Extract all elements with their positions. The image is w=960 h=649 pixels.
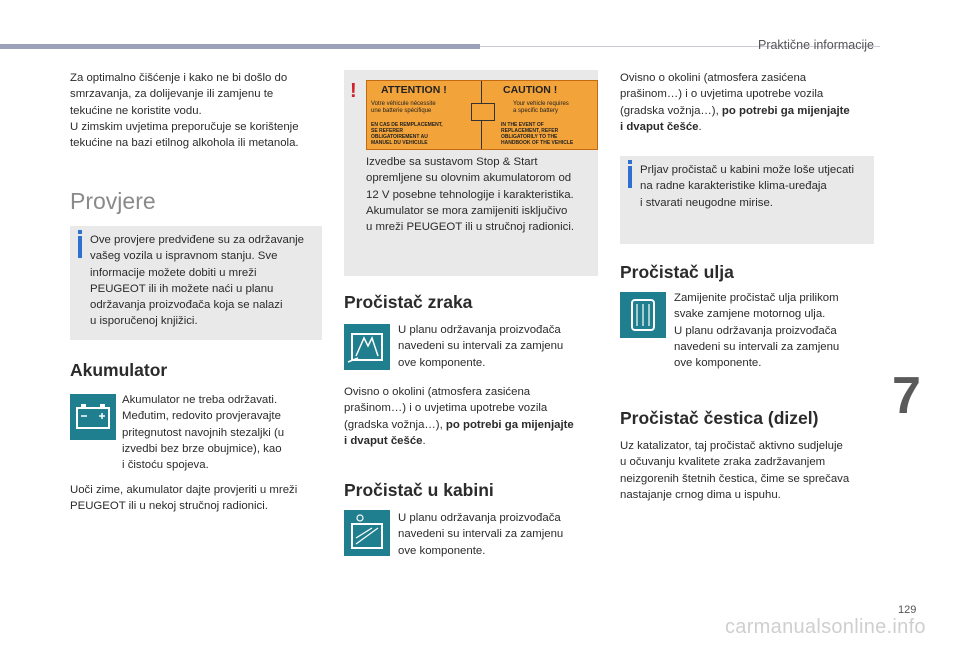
info-icon-bar [628, 166, 632, 188]
text-line: 12 V posebne tehnologije i karakteristika. [366, 188, 574, 201]
text-line: Međutim, redovito provjeravajte [122, 410, 281, 423]
chapter-number: 7 [892, 367, 921, 425]
text-line: ove komponente. [398, 544, 486, 557]
text-line: U planu održavanja proizvođača [398, 324, 561, 336]
text-line: navedeni su intervali za zamjenu [674, 340, 840, 353]
text-line: U zimskim uvjetima preporučuje se korištenje [70, 120, 299, 133]
text-line: nastajanje crnog dima u ispuhu. [620, 488, 781, 501]
watermark: carmanualsonline.info [725, 616, 926, 638]
text-line: PEUGEOT ili ih možete naći u planu [90, 282, 274, 295]
cabin-filter-heading: Pročistač u kabini [344, 480, 494, 500]
text-span: . [698, 120, 702, 133]
text-line: Uoči zime, akumulator dajte provjeriti u mreži [70, 484, 298, 496]
text-line: održavanja proizvođača koja se nalazi [90, 299, 283, 312]
text-line: Zamijenite pročistač ulja prilikom [674, 292, 839, 304]
label-text: HANDBOOK OF THE VEHICLE [501, 140, 574, 146]
text-line: i čistoću spojeva. [122, 459, 209, 472]
text-line: ove komponente. [398, 356, 486, 369]
text-span: (gradska vožnja…), [620, 104, 722, 117]
text-line: neizgorenih štetnih čestica, čime se sprečava [620, 472, 850, 485]
text-line: Za optimalno čišćenje i kako ne bi došlo do [70, 72, 288, 84]
air-filter-text [398, 322, 598, 371]
label-text: SE REFERER [371, 128, 403, 134]
text-line: u isporučenoj knjižici. [90, 315, 198, 328]
text-emphasis: po potrebi ga mijenjajte [721, 104, 850, 117]
text-line: tekućine ne koristite vodu. [70, 104, 202, 117]
label-text: MANUEL DU VEHICULE [371, 140, 428, 146]
text-line: prašinom…) i o uvjetima upotrebe vozila [620, 88, 824, 101]
text-line: ove komponente. [674, 357, 762, 370]
oil-filter-heading: Pročistač ulja [620, 262, 734, 282]
air-filter-heading: Pročistač zraka [344, 292, 473, 312]
text-line: informacije možete dobiti u mreži [90, 266, 257, 279]
air-filter-icon [344, 324, 390, 370]
text-line: Prljav pročistač u kabini može loše utjecati [640, 164, 854, 176]
cabin-conditions [620, 70, 874, 135]
text-line: na radne karakteristike klima-uređaja [640, 180, 827, 193]
text-line: PEUGEOT ili u nekoj stručnoj radionici. [70, 500, 268, 513]
info-icon [628, 160, 632, 164]
text-line: U planu održavanja proizvođača [398, 512, 561, 524]
label-text: OBLIGATOIREMENT AU [371, 134, 428, 140]
info-icon-bar [78, 236, 82, 258]
winter-paragraph [70, 482, 322, 515]
text-line: Ovisno o okolini (atmosfera zasićena [344, 386, 531, 398]
provjere-heading: Provjere [70, 188, 156, 214]
exclamation-icon: ! [350, 80, 357, 102]
label-text: une batterie spécifique [371, 108, 432, 114]
text-line: U planu održavanja proizvođača [674, 324, 837, 337]
label-text: EN CAS DE REMPLACEMENT, [371, 122, 443, 128]
battery-icon [70, 394, 116, 440]
oil-filter-icon [620, 292, 666, 338]
section-title: Praktične informacije [757, 38, 874, 52]
text-line: smrzavanja, za dolijevanje ili zamjenu te [70, 88, 274, 101]
cabin-filter-text [398, 510, 598, 559]
text-line: Akumulator ne treba održavati. [122, 394, 278, 406]
particle-filter-text [620, 438, 874, 503]
text-line: tekućine na bazi etilnog alkohola ili metanola. [70, 137, 299, 150]
stopstart-text [366, 154, 594, 235]
text-line: prašinom…) i o uvjetima upotrebe vozila [344, 402, 548, 415]
text-line: u očuvanju kvalitete zraka zadržavanjem [620, 456, 826, 469]
label-text: Votre véhicule nécessite [371, 101, 436, 107]
label-text: REPLACEMENT, REFER [501, 128, 559, 134]
label-right-title: CAUTION ! [503, 84, 558, 96]
particle-filter-heading: Pročistač čestica (dizel) [620, 408, 819, 428]
text-line: Ovisno o okolini (atmosfera zasićena [620, 72, 807, 84]
text-line: pritegnutost navojnih stezaljki (u [122, 426, 285, 439]
provjere-info-box [70, 226, 322, 340]
air-filter-conditions [344, 384, 598, 449]
label-text: OBLIGATORILY TO THE [501, 134, 558, 140]
akumulator-heading: Akumulator [70, 360, 168, 380]
text-line: vašeg vozila u ispravnom stanju. Sve [90, 250, 278, 263]
text-emphasis: i dvaput češće [620, 120, 699, 133]
label-text: Your vehicle requires [513, 101, 569, 107]
page-number: 129 [898, 604, 917, 616]
cabin-info-box [620, 156, 874, 244]
label-left-title: ATTENTION ! [381, 84, 447, 96]
cabin-filter-icon [344, 510, 390, 556]
text-line: izvedbi bez brze obujmice), kao [122, 442, 282, 455]
text-line: Ove provjere predviđene su za održavanje [90, 234, 305, 246]
text-line: Izvedbe sa sustavom Stop & Start [366, 156, 538, 168]
label-text: a specific battery [513, 108, 559, 114]
info-icon [78, 230, 82, 234]
battery-symbol-icon [471, 103, 495, 121]
battery-warning-label [366, 80, 598, 150]
text-line: u mreži PEUGEOT ili u stručnoj radionici. [366, 221, 575, 234]
text-line: Uz katalizator, taj pročistač aktivno sudjeluje [620, 440, 843, 452]
oil-filter-text [674, 290, 874, 371]
text-emphasis: po potrebi ga mijenjajte [445, 418, 574, 431]
text-span: . [422, 434, 426, 447]
text-line: opremljene su olovnim akumulatorom od [366, 172, 572, 185]
header-bar [0, 44, 480, 49]
text-line: Akumulator se mora zamijeniti isključivo [366, 204, 568, 217]
text-line: svake zamjene motornog ulja. [674, 308, 826, 321]
text-line: i stvarati neugodne mirise. [640, 196, 773, 209]
text-emphasis: i dvaput češće [344, 434, 423, 447]
text-span: (gradska vožnja…), [344, 418, 446, 431]
text-line: navedeni su intervali za zamjenu [398, 528, 564, 541]
label-text: IN THE EVENT OF [501, 122, 544, 128]
akumulator-text [122, 392, 322, 473]
text-line: navedeni su intervali za zamjenu [398, 340, 564, 353]
intro-paragraph [70, 70, 322, 151]
